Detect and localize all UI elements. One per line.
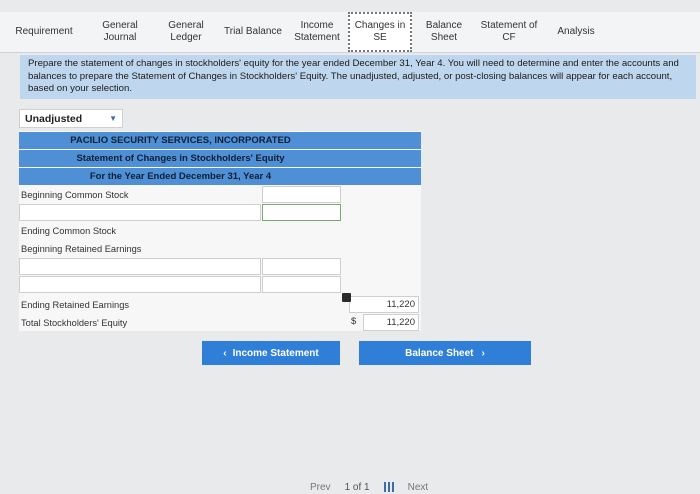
beginning-common-stock-label: Beginning Common Stock <box>21 189 129 200</box>
ending-retained-earnings-label: Ending Retained Earnings <box>21 299 130 310</box>
company-name-header: PACILIO SECURITY SERVICES, INCORPORATED <box>19 132 421 149</box>
ending-retained-earnings-value: 11,220 <box>349 296 419 313</box>
total-equity-row <box>19 314 421 331</box>
chevron-down-icon: ▼ <box>109 114 117 123</box>
balance-type-value: Unadjusted <box>25 112 83 125</box>
ending-common-stock-label: Ending Common Stock <box>21 225 117 236</box>
tab-changes-in-se[interactable]: Changes in SE <box>348 12 412 52</box>
flag-icon <box>342 293 351 302</box>
prev-income-statement-button[interactable]: ‹ Income Statement <box>202 341 340 365</box>
chevron-left-icon: ‹ <box>223 347 227 359</box>
tab-income-statement[interactable]: Income Statement <box>294 20 340 43</box>
common-stock-account-select[interactable] <box>19 204 261 221</box>
tab-general-journal[interactable]: General Journal <box>102 20 138 43</box>
pager-prev-button[interactable]: Prev <box>310 481 331 493</box>
retained-earnings-amount-input-1[interactable] <box>262 258 341 275</box>
retained-earnings-amount-input-2[interactable] <box>262 276 341 293</box>
beginning-common-stock-input[interactable] <box>262 186 341 203</box>
tab-general-ledger[interactable]: General Ledger <box>168 20 204 43</box>
total-equity-label: Total Stockholders' Equity <box>21 317 128 328</box>
tab-requirement[interactable]: Requirement <box>15 26 73 37</box>
retained-earnings-account-select-1[interactable] <box>19 258 261 275</box>
next-balance-sheet-button[interactable]: Balance Sheet › <box>359 341 531 365</box>
grid-icon[interactable] <box>384 482 394 492</box>
statement-title-header: Statement of Changes in Stockholders' Equity <box>19 150 421 167</box>
beginning-retained-earnings-label: Beginning Retained Earnings <box>21 243 142 254</box>
balance-type-select[interactable] <box>19 109 123 128</box>
retained-earnings-account-select-2[interactable] <box>19 276 261 293</box>
statement-period-header: For the Year Ended December 31, Year 4 <box>19 168 421 185</box>
tab-statement-of-cf[interactable]: Statement of CF <box>480 20 538 43</box>
chevron-right-icon: › <box>481 347 485 359</box>
pager <box>300 480 510 494</box>
ending-common-stock-row <box>19 222 421 239</box>
statement-table <box>19 131 421 331</box>
dollar-sign: $ <box>351 316 357 327</box>
pager-status: 1 of 1 <box>344 481 370 493</box>
tab-analysis[interactable]: Analysis <box>557 26 595 37</box>
instructions-text: Prepare the statement of changes in stockholders' equity for the year ended December 31, Year 4. You will need to determine and enter the accounts and balances to prepare the Statement of Changes in Stockholders' Equity. The unadjusted, adjusted, or post-closing balances will appear for each account, based on your selection. <box>20 55 696 99</box>
common-stock-amount-input[interactable] <box>262 204 341 221</box>
tab-balance-sheet[interactable]: Balance Sheet <box>425 20 463 43</box>
tab-trial-balance[interactable]: Trial Balance <box>224 26 282 37</box>
beginning-retained-earnings-row <box>19 240 421 257</box>
total-equity-value: 11,220 <box>363 314 419 331</box>
pager-next-button[interactable]: Next <box>407 481 429 493</box>
beginning-common-stock-row <box>19 186 421 203</box>
requirement-tabs <box>0 12 700 53</box>
